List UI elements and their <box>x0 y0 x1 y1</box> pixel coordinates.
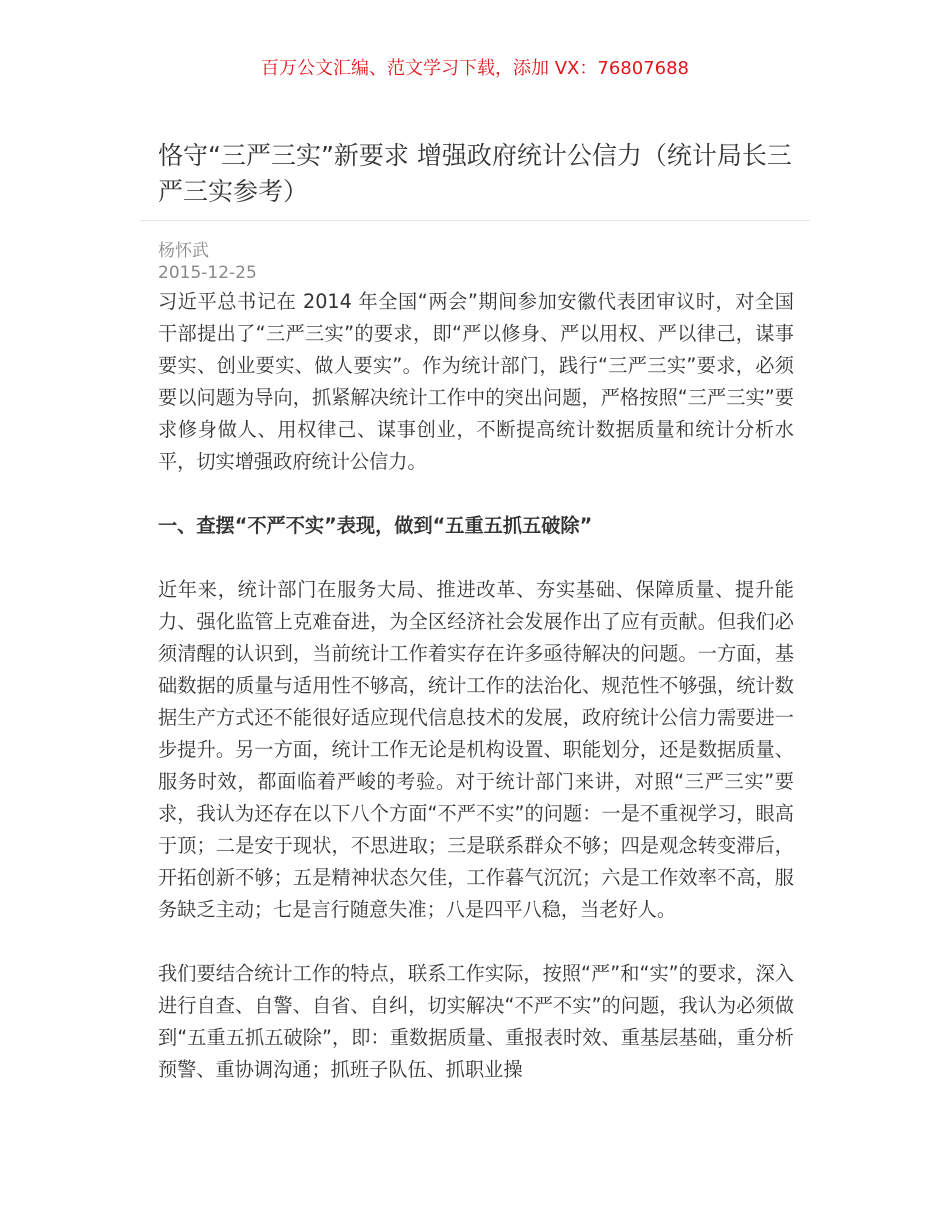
section-heading: 一、查摆“不严不实”表现，做到“五重五抓五破除” <box>158 514 593 537</box>
watermark-banner: 百万公文汇编、范文学习下载，添加 VX：76807688 <box>261 58 689 79</box>
article-body <box>158 286 794 1118</box>
body-paragraph: 近年来，统计部门在服务大局、推进改革、夯实基础、保障质量、提升能力、强化监管上克难奋进，为全区经济社会发展作出了应有贡献。但我们必须清醒的认识到，当前统计工作着实存在许多亟待解决的问题。一方面，基础数据的质量与适用性不够高，统计工作的法治化、规范性不够强，统计数据生产方式还不能很好适应现代信息技术的发展，政府统计公信力需要进一步提升。另一方面，统计工作无论是机构设置、职能划分，还是数据质量、服务时效，都面临着严峻的考验。对于统计部门来讲，对照“三严三实”要求，我认为还存在以下八个方面“不严不实”的问题：一是不重视学习，眼高于顶；二是安于现状，不思进取；三是联系群众不够；四是观念转变滞后，开拓创新不够；五是精神状态欠佳，工作暮气沉沉；六是工作效率不高，服务缺乏主动；七是言行随意失准；八是四平八稳，当老好人。 <box>158 578 794 921</box>
body-paragraph: 我们要结合统计工作的特点，联系工作实际，按照“严”和“实”的要求，深入进行自查、自警、自省、自纠，切实解决“不严不实”的问题，我认为必须做到“五重五抓五破除”，即：重数据质量、重报表时效、重基层基础，重分析预警、重协调沟通；抓班子队伍、抓职业操 <box>158 962 794 1081</box>
article-author: 杨怀武 <box>158 241 209 261</box>
article-date: 2015-12-25 <box>158 263 257 283</box>
article-title: 恪守“三严三实”新要求 增强政府统计公信力（统计局长三严三实参考） <box>158 141 792 206</box>
title-divider <box>140 220 810 221</box>
body-paragraph: 习近平总书记在 2014 年全国“两会”期间参加安徽代表团审议时，对全国干部提出了“三严三实”的要求，即“严以修身、严以用权、严以律己，谋事要实、创业要实、做人要实”。作为统计部门，践行“三严三实”要求，必须要以问题为导向，抓紧解决统计工作中的突出问题，严格按照“三严三实”要求修身做人、用权律己、谋事创业，不断提高统计数据质量和统计分析水平，切实增强政府统计公信力。 <box>158 290 794 473</box>
